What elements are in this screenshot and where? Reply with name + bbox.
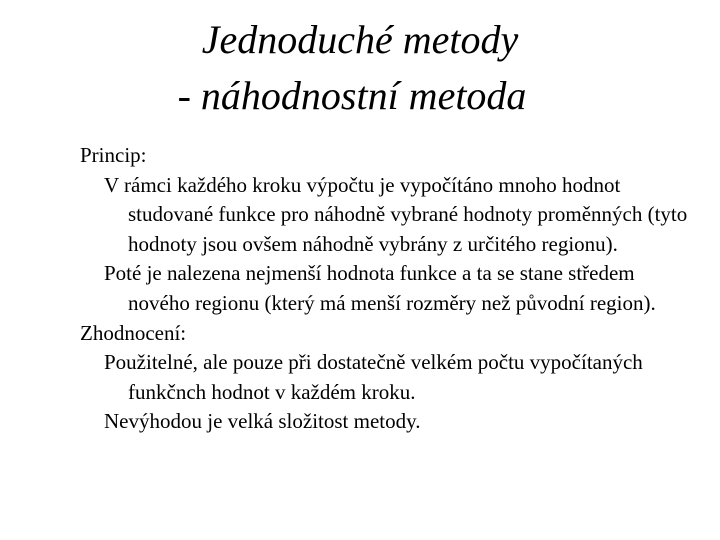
slide-title-line2: - náhodnostní metoda: [177, 73, 527, 118]
paragraph-princip-2: Poté je nalezena nejmenší hodnota funkce a ta se stane středem nového regionu (který má menší rozměry než původní region).: [104, 261, 656, 315]
slide-body: [80, 141, 700, 437]
slide-title-line1: Jednoduché metody: [201, 17, 519, 62]
paragraph-zhodnoceni-1: Použitelné, ale pouze při dostatečně velkém počtu vypočítaných funkčnch hodnot v každém kroku.: [104, 350, 643, 404]
paragraph-princip-1: V rámci každého kroku výpočtu je vypočítáno mnoho hodnot studované funkce pro náhodně vybrané hodnoty proměnných (tyto hodnoty jsou ovšem náhodně vybrány z určitého regionu).: [104, 172, 688, 256]
section-heading-zhodnoceni: Zhodnocení:: [80, 320, 187, 345]
section-heading-princip: Princip:: [80, 143, 147, 167]
paragraph-zhodnoceni-2: Nevýhodou je velká složitost metody.: [104, 409, 421, 434]
slide-title: [0, 12, 720, 124]
